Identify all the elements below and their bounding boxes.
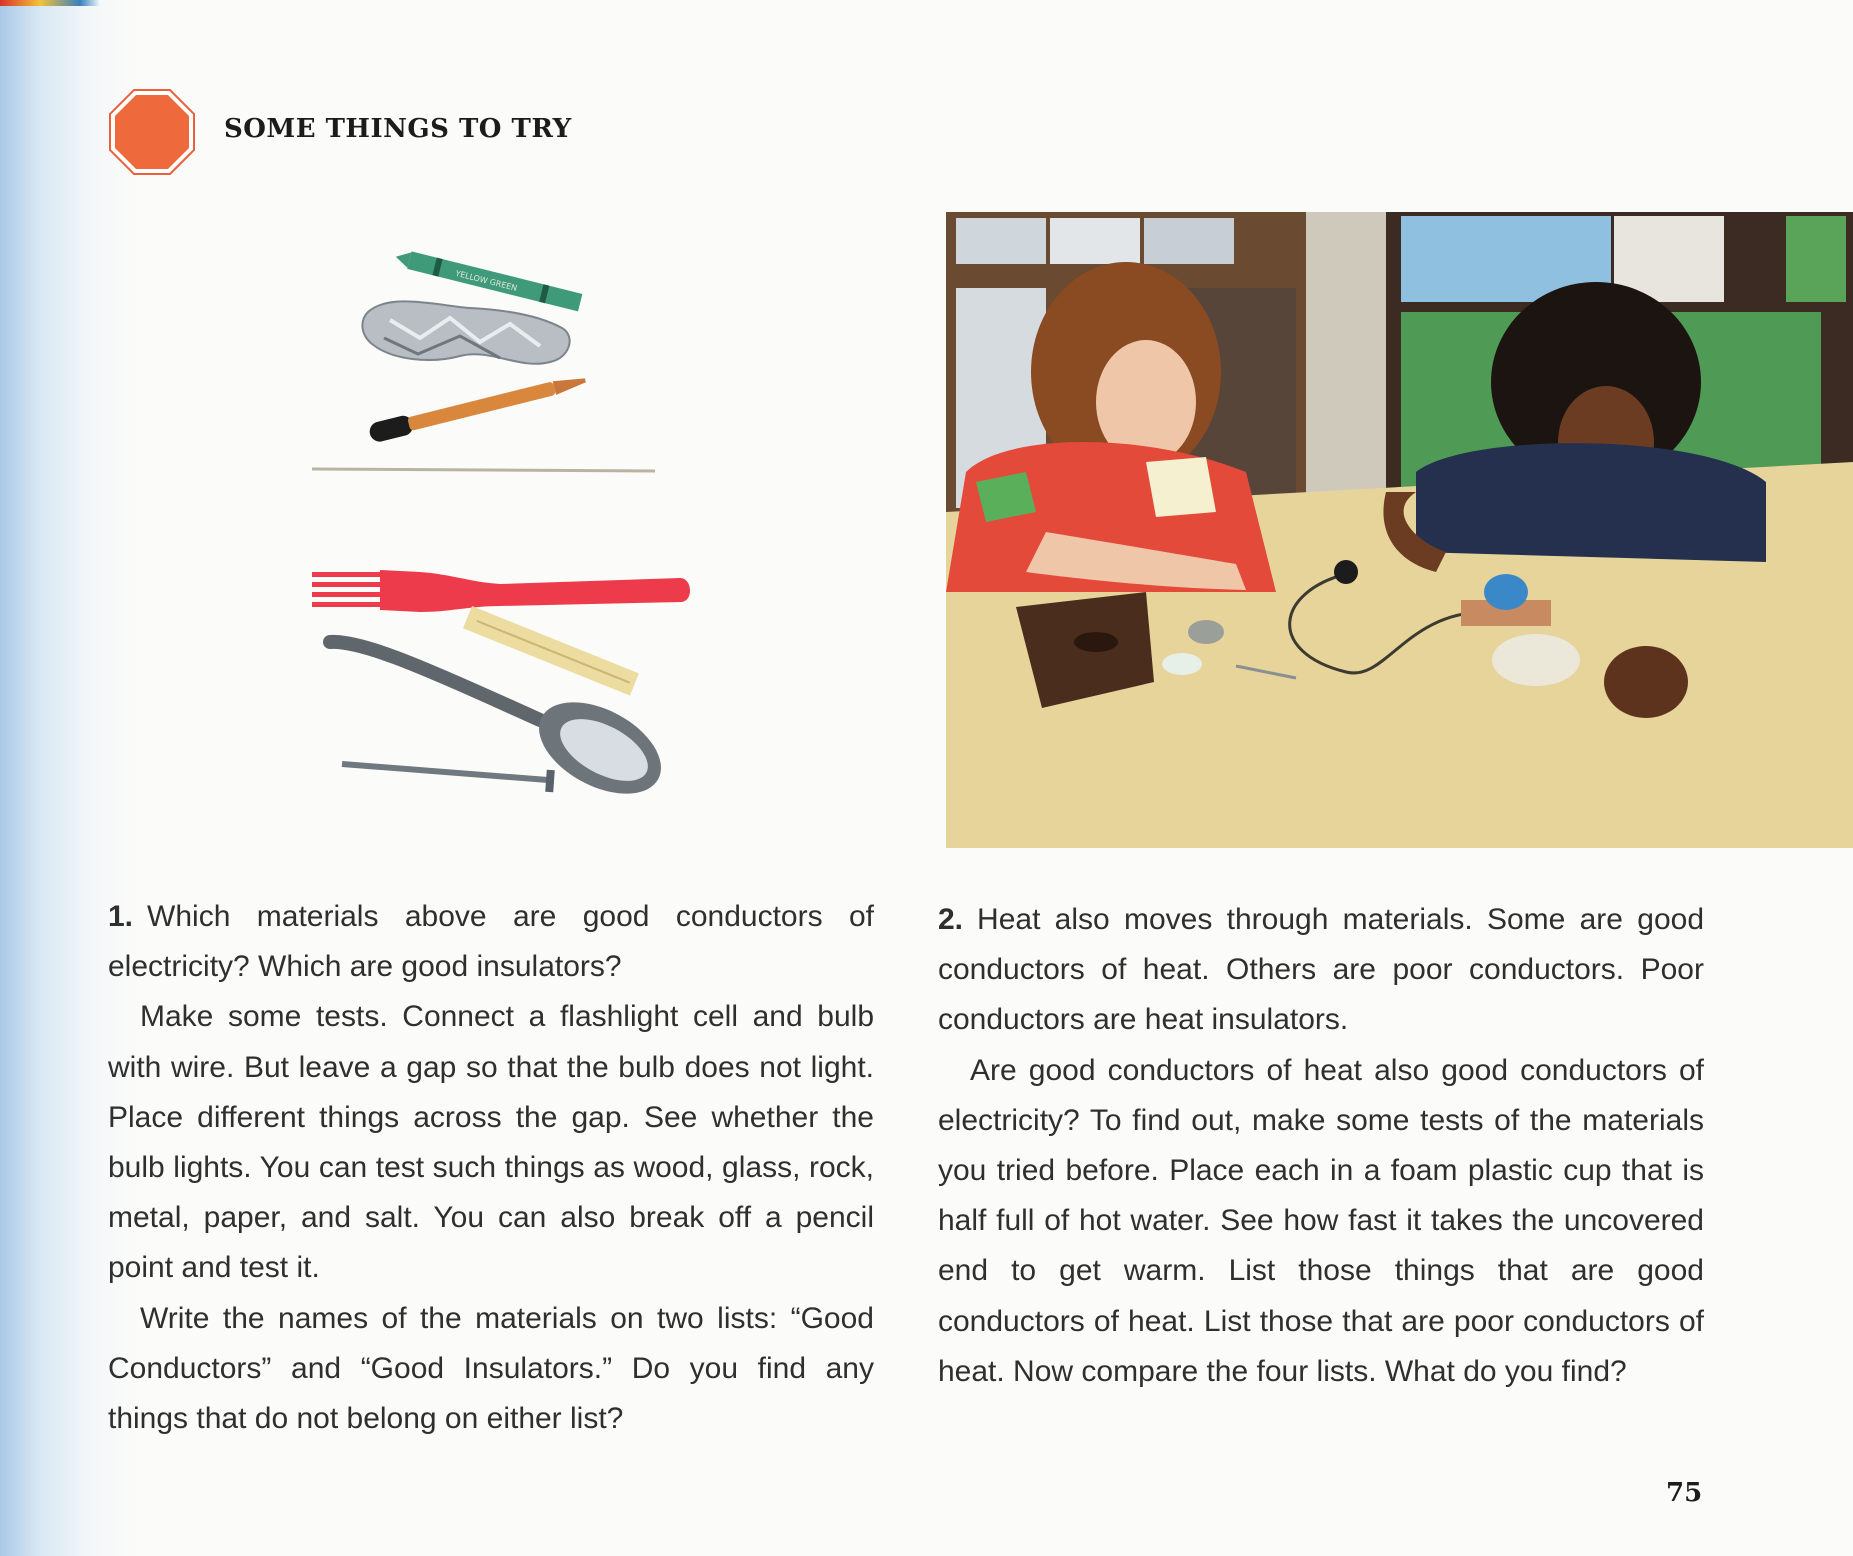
activity-1-number: 1. <box>108 900 134 933</box>
nail-icon <box>342 764 555 792</box>
bulb-socket <box>1334 560 1358 584</box>
activity-2 <box>938 895 1704 1397</box>
materials-illustration <box>300 220 700 820</box>
section-title: SOME THINGS TO TRY <box>224 114 572 144</box>
coin <box>1162 653 1202 675</box>
page-number: 75 <box>1666 1478 1703 1508</box>
glass-dish <box>1492 634 1580 686</box>
comb-icon <box>463 606 639 696</box>
activity-2-instructions: Are good conductors of heat also good conductors of electricity? To find out, make some tests of the materials you tried before. Place each in a foam plastic cup that is half full of hot water. See how fast it takes the uncovered end to get warm. List those things that are good conductors of heat. List those that are poor conductors of heat. Now compare the four lists. What do you find? <box>938 1053 1704 1388</box>
battery <box>1484 574 1528 610</box>
crayon-label: YELLOW GREEN <box>454 268 519 293</box>
activity-2-number: 2. <box>938 903 964 936</box>
activity-2-intro: Heat also moves through materials. Some are good conductors of heat. Others are poor conductors. Poor conductors are heat insulators. <box>938 903 1704 1037</box>
plastic-fork-icon <box>312 570 690 612</box>
spoon-icon <box>330 642 676 813</box>
photo-children-testing-circuit <box>946 212 1853 848</box>
activity-1-lists: Write the names of the materials on two lists: “Good Conductors” and “Good Insulators.” Do you find any things that do not belong on either list? <box>108 1301 874 1436</box>
activity-1-question: Which materials above are good conductors of electricity? Which are good insulators? <box>108 900 874 984</box>
aluminum-foil-icon <box>362 301 569 363</box>
activity-1 <box>108 892 874 1444</box>
thread-icon <box>312 469 655 471</box>
stop-sign-icon <box>108 88 196 176</box>
page-edge-color-strip <box>0 0 100 6</box>
medicine-dropper-icon <box>368 371 588 444</box>
rock <box>1188 620 1224 644</box>
activity-1-instructions: Make some tests. Connect a flashlight cell and bulb with wire. But leave a gap so that the bulb does not light. Place different things across the gap. See whether the bulb lights. You can test such things as wood, glass, rock, metal, paper, and salt. You can also break off a pencil point and test it. <box>108 1000 874 1285</box>
